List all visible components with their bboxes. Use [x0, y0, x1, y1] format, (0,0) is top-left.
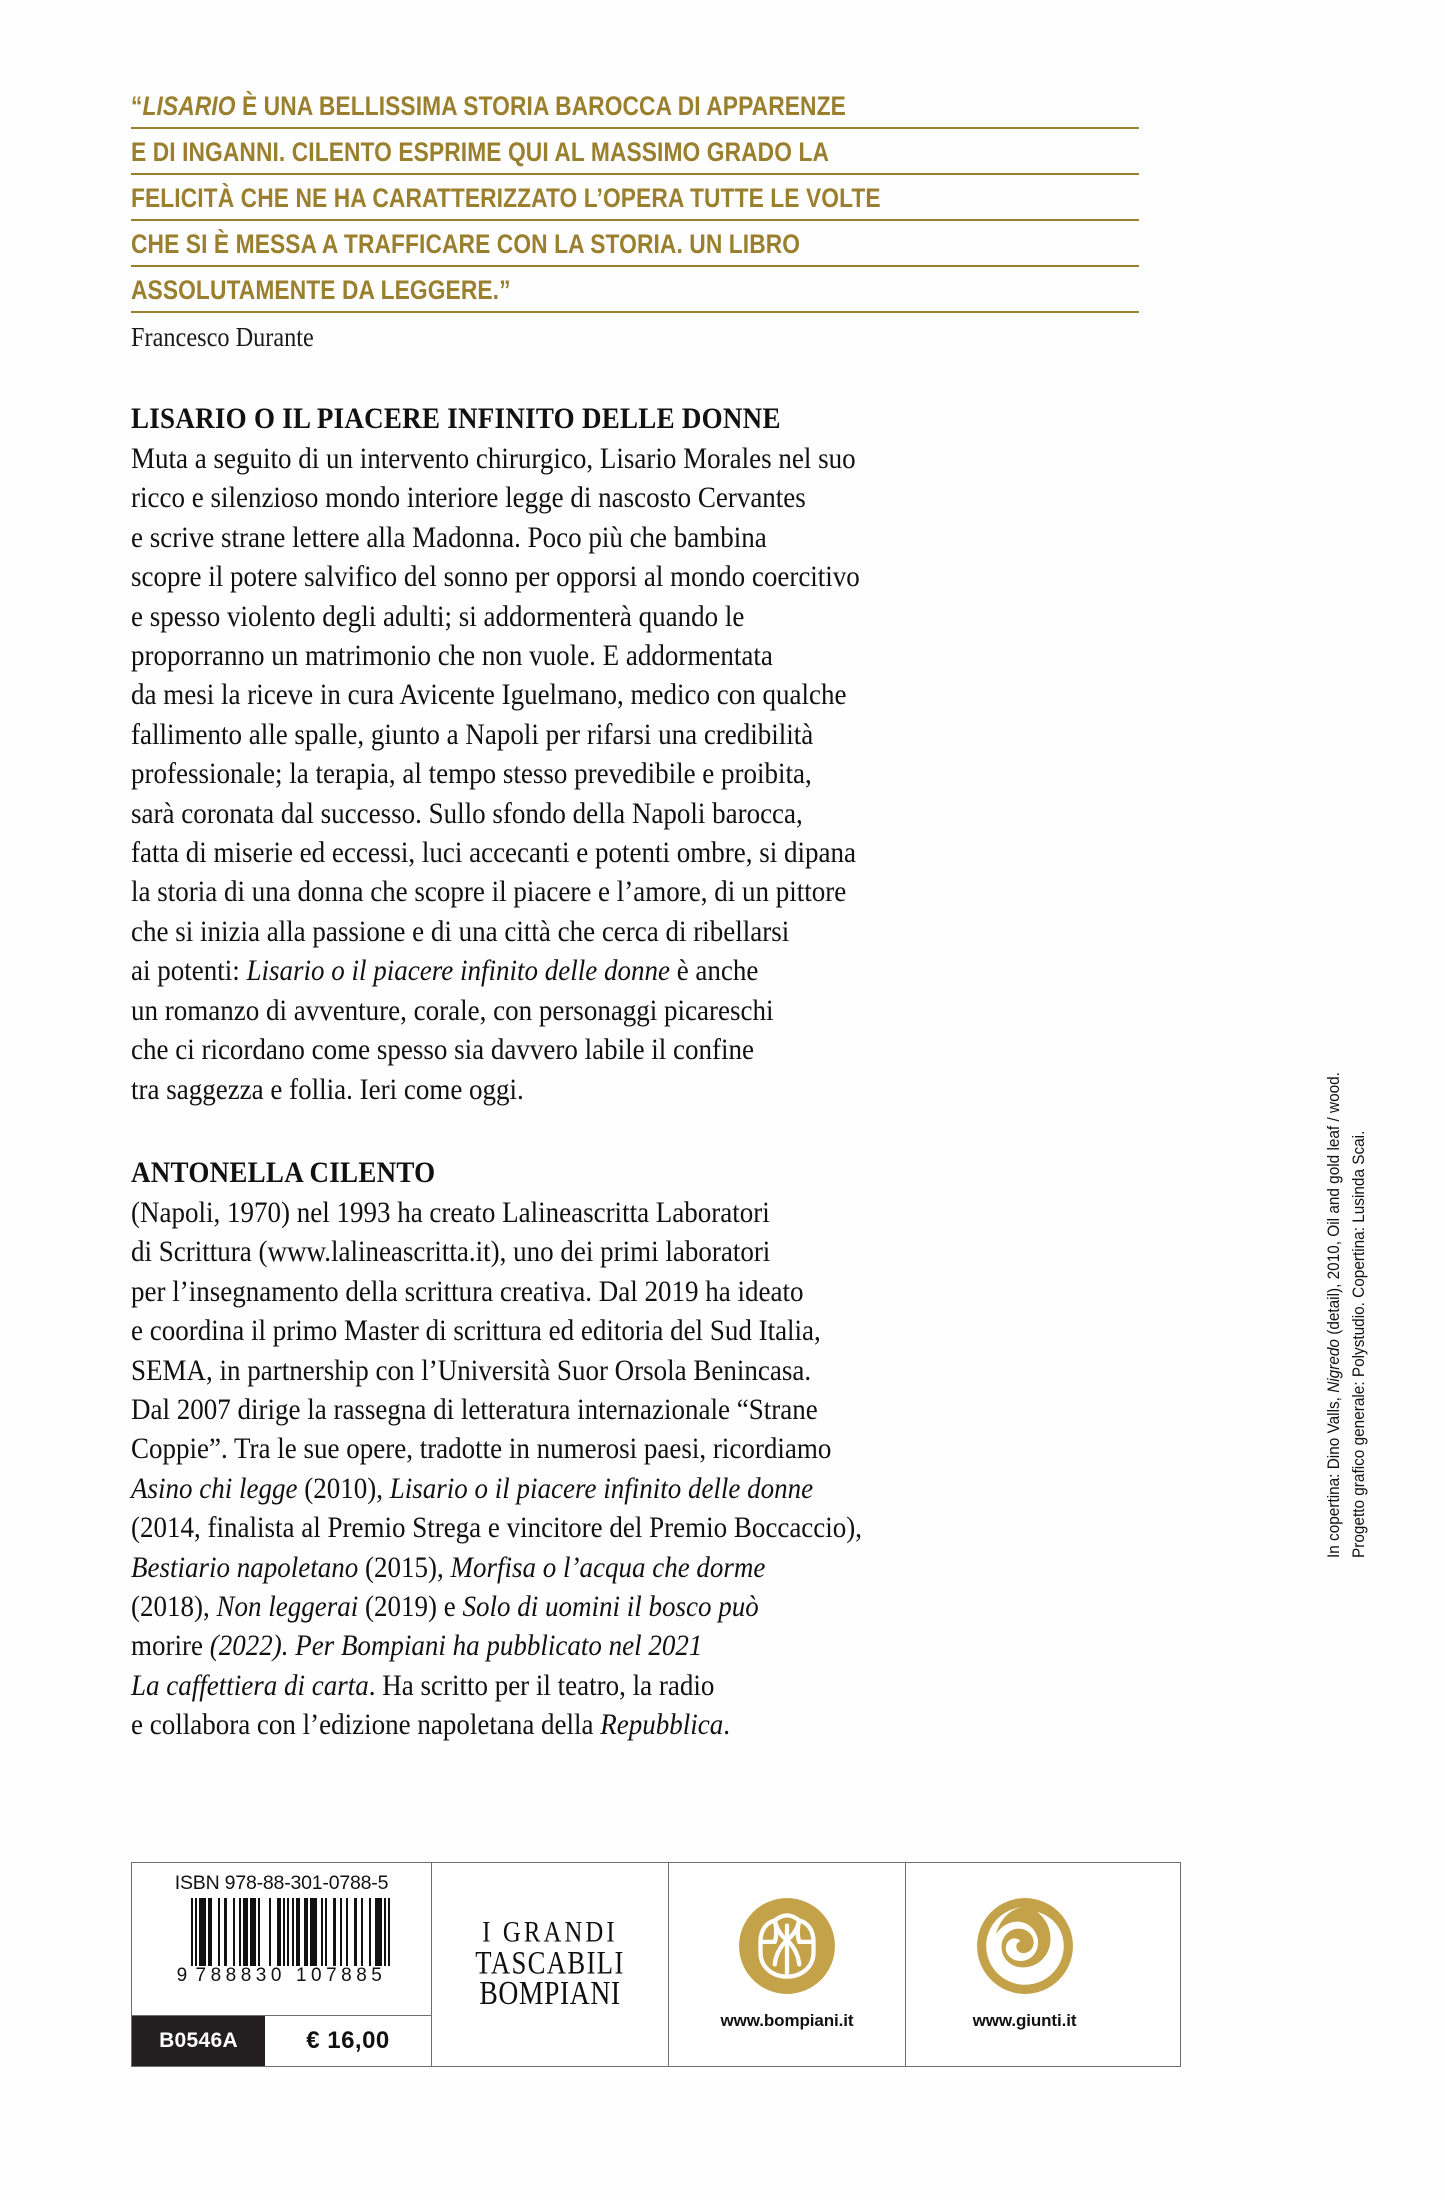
bompiani-logo-cell [669, 1863, 906, 2066]
text-line: Coppie”. Tra le sue opere, tradotte in numerosi paesi, ricordiamo [131, 1432, 832, 1466]
text-line: Dal 2007 dirige la rassegna di letteratura internazionale “Strane [131, 1392, 818, 1426]
text-line: Bestiario napoletano (2015), Morfisa o l’acqua che dorme [131, 1550, 766, 1584]
blurb-block [131, 400, 1141, 1109]
text-line: la storia di una donna che scopre il piacere e l’amore, di un pittore [131, 875, 847, 909]
text-line: professionale; la terapia, al tempo stesso prevedibile e proibita, [131, 757, 812, 791]
text-line: per l’insegnamento della scrittura creativa. Dal 2019 ha ideato [131, 1274, 804, 1308]
pull-quote-line: “LISARIO È UNA BELLISSIMA STORIA BAROCCA DI APPARENZE [131, 86, 1139, 129]
giunti-url[interactable]: www.giunti.it [972, 2010, 1077, 2030]
pull-quote-line: E DI INGANNI. CILENTO ESPRIME QUI AL MASSIMO GRADO LA [131, 132, 1139, 175]
italic-title: Lisario o il piacere infinito delle donne [246, 954, 670, 988]
text-line: tra saggezza e follia. Ieri come oggi. [131, 1072, 524, 1106]
text-line: fallimento alle spalle, giunto a Napoli per rifarsi una credibilità [131, 717, 814, 751]
content-column [131, 86, 1141, 1745]
italic-title: Solo di uomini il bosco può [462, 1589, 759, 1623]
quote-attribution: Francesco Durante [131, 322, 314, 352]
credit-line-2: Progetto grafico generale: Polystudio. Copertina: Lusinda Scai. [1350, 1130, 1368, 1558]
text-line: che si inizia alla passione e di una città che cerca di ribellarsi [131, 914, 790, 948]
text-line: (2018), Non leggerai (2019) e Solo di uomini il bosco può [131, 1589, 759, 1623]
barcode-bars [191, 1898, 390, 1966]
text-line: morire (2022). Per Bompiani ha pubblicato nel 2021 [131, 1629, 703, 1663]
blurb-text [131, 439, 1140, 1109]
colophon-strip [131, 1862, 1181, 2067]
bompiani-url[interactable]: www.bompiani.it [720, 2010, 854, 2030]
imprint-wordmark [475, 1914, 625, 2013]
text-line: ai potenti: Lisario o il piacere infinito delle donne è anche [131, 954, 759, 988]
italic-title: Non leggerai [216, 1589, 359, 1623]
price-row [132, 2015, 431, 2066]
text-line: Muta a seguito di un intervento chirurgico, Lisario Morales nel suo [131, 442, 856, 475]
text-line: scopre il potere salvifico del sonno per opporsi al mondo coercitivo [131, 560, 860, 594]
text-line: e collabora con l’edizione napoletana della Repubblica. [131, 1708, 731, 1742]
text-line: e spesso violento degli adulti; si addormenterà quando le [131, 599, 745, 633]
pull-quote-title: LISARIO [142, 91, 236, 121]
text-line: sarà coronata dal successo. Sullo sfondo della Napoli barocca, [131, 796, 803, 830]
barcode-group-2: 107885 [295, 1965, 387, 1986]
italic-title: Bestiario napoletano [131, 1550, 359, 1584]
text-line: da mesi la riceve in cura Avicente Iguelmano, medico con qualche [131, 678, 847, 712]
giunti-spiral-icon [974, 1895, 1076, 1997]
price-label: € 16,00 [306, 2027, 390, 2054]
bompiani-flower-icon [736, 1895, 838, 1997]
pull-quote [131, 86, 1139, 313]
blurb-heading: LISARIO O IL PIACERE INFINITO DELLE DONNE [131, 402, 781, 435]
credit-line-1 [1322, 1037, 1347, 1558]
author-block [131, 1154, 1141, 1745]
text-line: e scrive strane lettere alla Madonna. Poco più che bambina [131, 520, 767, 554]
text-line: SEMA, in partnership con l’Università Suor Orsola Benincasa. [131, 1353, 812, 1387]
credit-line-1-pre: In copertina: Dino Valls, [1325, 1392, 1343, 1558]
imprint-line-3: BOMPIANI [479, 1976, 621, 2013]
barcode-area [132, 1863, 431, 2015]
text-line: ricco e silenzioso mondo interiore legge di nascosto Cervantes [131, 481, 806, 515]
pull-quote-line: FELICITÀ CHE NE HA CARATTERIZZATO L’OPERA TUTTE LE VOLTE [131, 178, 1139, 221]
italic-title: Repubblica [600, 1708, 724, 1742]
imprint-logo-cell [432, 1863, 669, 2066]
cover-credits [1322, 998, 1384, 1558]
italic-title: (2022). Per Bompiani ha pubblicato nel 2021 [202, 1629, 703, 1663]
credit-artwork-title: Nigredo [1325, 1339, 1343, 1393]
text-line: proporranno un matrimonio che non vuole. E addormentata [131, 639, 773, 673]
text-line: di Scrittura (www.lalineascritta.it), uno dei primi laboratori [131, 1235, 771, 1269]
barcode-digits [177, 1965, 387, 1987]
text-line: Asino chi legge (2010), Lisario o il piacere infinito delle donne [131, 1471, 814, 1505]
italic-title: Lisario o il piacere infinito delle donne [389, 1471, 814, 1505]
text-line: che ci ricordano come spesso sia davvero labile il confine [131, 1033, 755, 1067]
giunti-logo-cell [906, 1863, 1143, 2066]
text-line: (Napoli, 1970) nel 1993 ha creato Lalineascritta Laboratori [131, 1195, 770, 1229]
author-bio-text [131, 1193, 1140, 1745]
text-line: fatta di miserie ed eccessi, luci accecanti e potenti ombre, si dipana [131, 836, 856, 870]
product-code-badge: B0546A [132, 2016, 265, 2066]
credit-line-1-post: (detail), 2010, Oil and gold leaf / wood. [1325, 1072, 1343, 1340]
text-line: La caffettiera di carta. Ha scritto per il teatro, la radio [131, 1668, 715, 1702]
text-line: un romanzo di avventure, corale, con personaggi picareschi [131, 993, 774, 1027]
italic-title: La caffettiera di carta [131, 1668, 369, 1702]
text-line: e coordina il primo Master di scrittura ed editoria del Sud Italia, [131, 1314, 821, 1348]
barcode-bar [388, 1898, 390, 1966]
imprint-line-1: I GRANDI [482, 1914, 618, 1949]
isbn-label: ISBN 978-88-301-0788-5 [174, 1872, 389, 1894]
pull-quote-line: CHE SI È MESSA A TRAFFICARE CON LA STORIA. UN LIBRO [131, 224, 1139, 267]
barcode-bar [260, 1898, 268, 1966]
author-heading: ANTONELLA CILENTO [131, 1155, 436, 1189]
barcode-group-1: 788830 [195, 1965, 286, 1986]
barcode-block [132, 1863, 432, 2066]
imprint-line-2: TASCABILI [475, 1943, 625, 1981]
italic-title: Asino chi legge [131, 1471, 298, 1505]
pull-quote-line: ASSOLUTAMENTE DA LEGGERE.” [131, 270, 1139, 313]
barcode-lead-digit: 9 [176, 1965, 189, 1986]
text-line: (2014, finalista al Premio Strega e vincitore del Premio Boccaccio), [131, 1511, 863, 1545]
italic-title: Morfisa o l’acqua che dorme [450, 1550, 766, 1584]
